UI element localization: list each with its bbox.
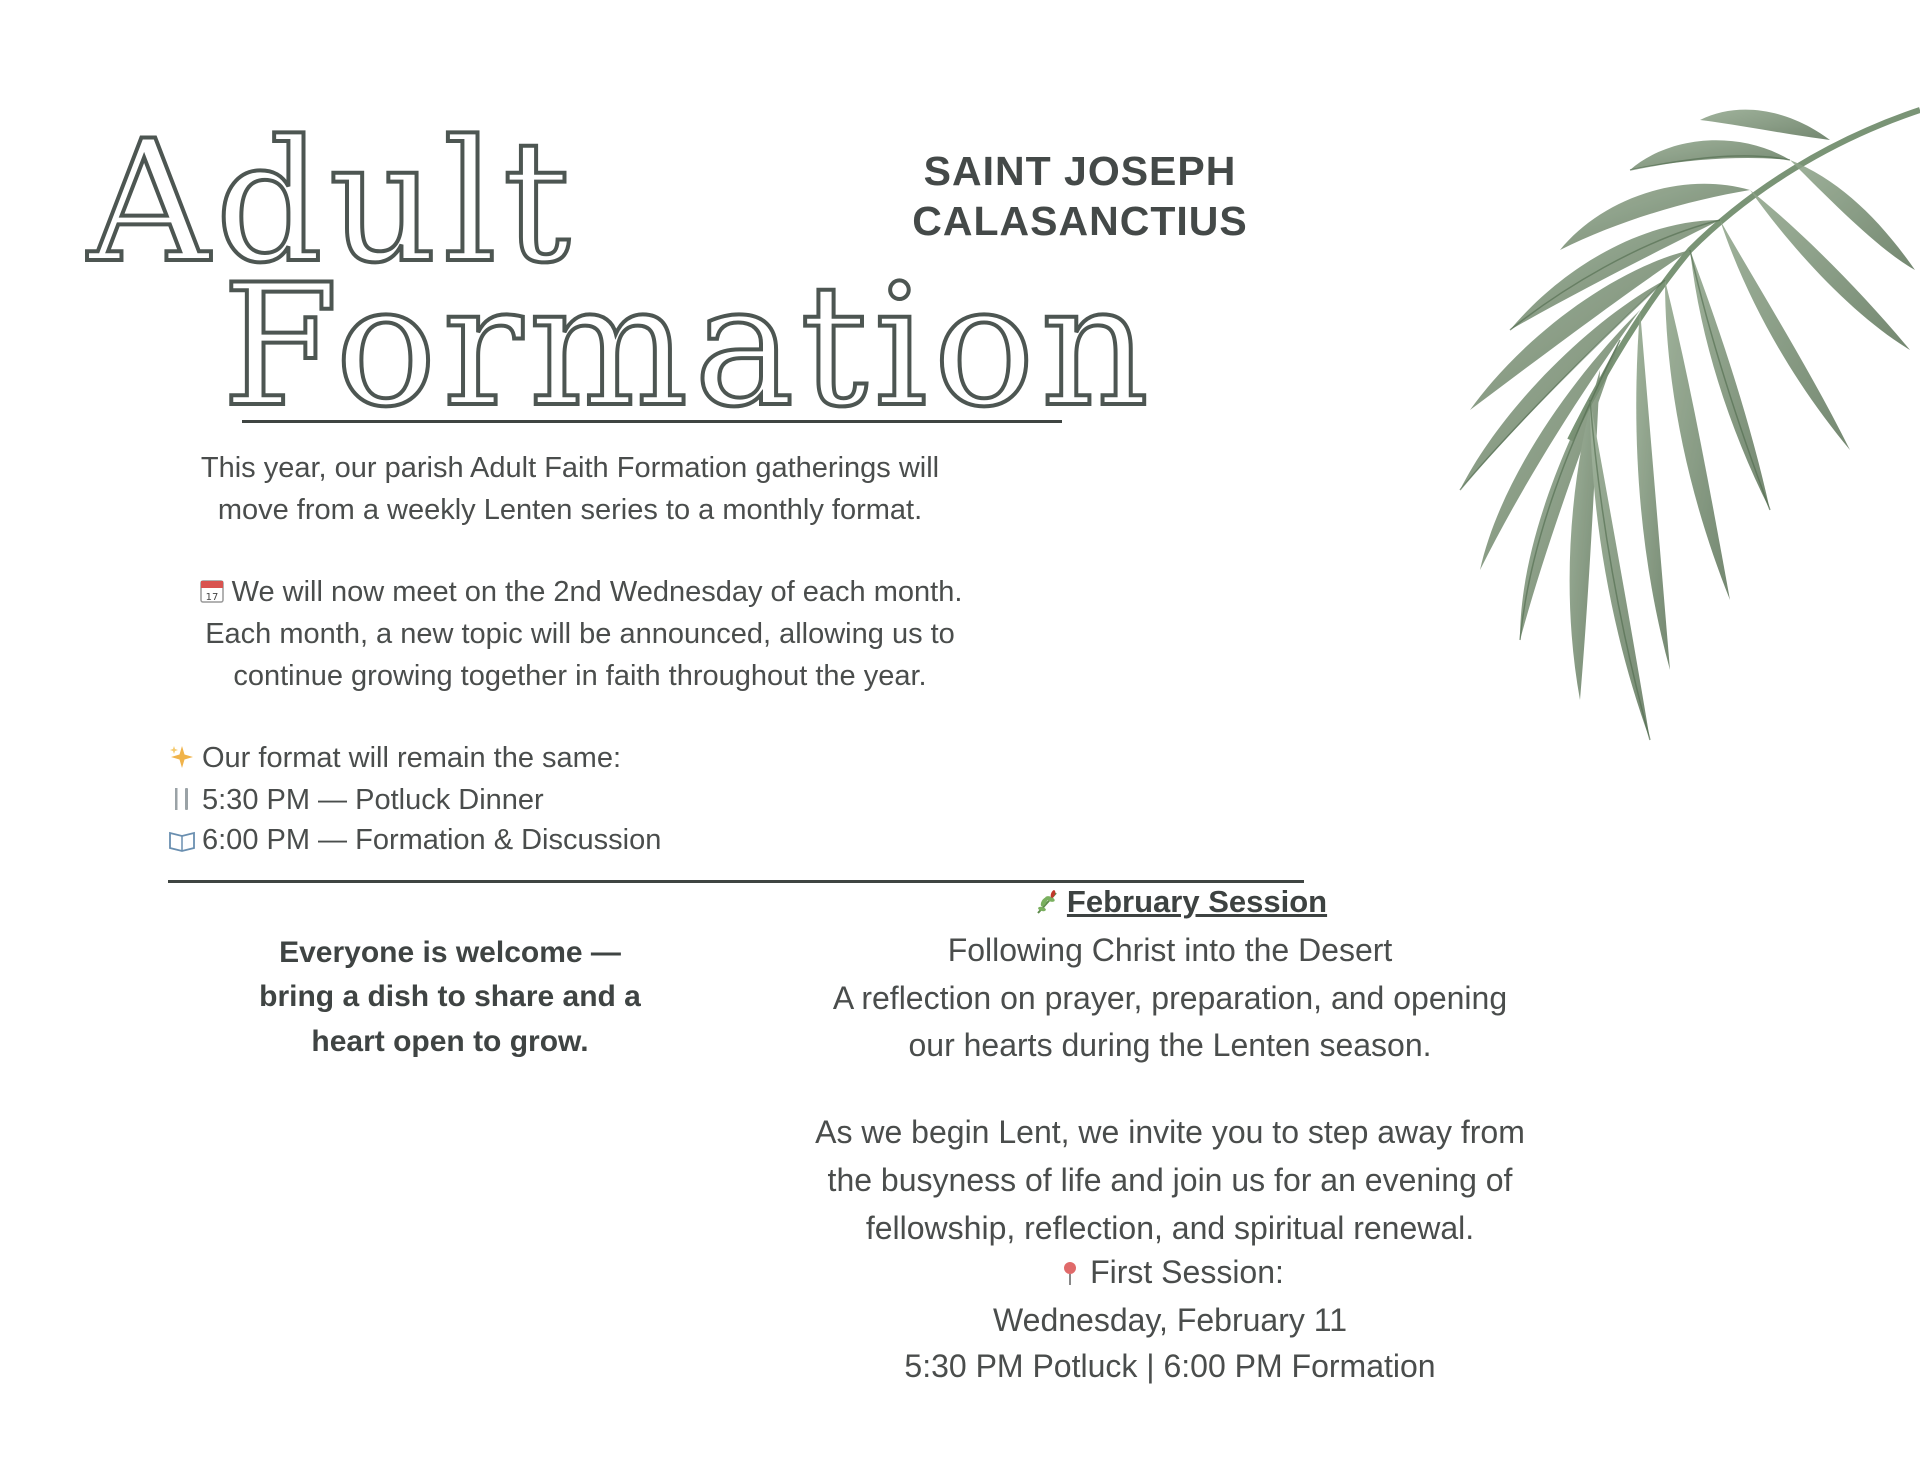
meeting-line-3: continue growing together in faith throughout the year. (233, 660, 927, 692)
invite-line-3: fellowship, reflection, and spiritual renewal. (865, 1210, 1475, 1246)
session-title: Following Christ into the Desert (947, 932, 1393, 968)
title-divider (242, 420, 1062, 423)
first-session-label (720, 1254, 1620, 1291)
open-book-icon (168, 825, 196, 853)
meeting-line-1 (150, 576, 1010, 609)
round-pushpin-icon (1056, 1259, 1084, 1287)
calendar-icon (198, 577, 226, 605)
format-formation (168, 824, 661, 857)
herb-sprig-icon (1033, 888, 1061, 916)
february-session-heading-text: February Session (1066, 884, 1328, 919)
welcome-line-3: heart open to grow. (311, 1025, 589, 1058)
parish-name-line2: CALASANCTIUS (912, 198, 1248, 244)
session-description-line-2: our hearts during the Lenten season. (908, 1027, 1432, 1063)
svg-text:17: 17 (205, 592, 218, 603)
meeting-line-2: Each month, a new topic will be announced, allowing us to (205, 618, 955, 650)
intro-line-1: This year, our parish Adult Faith Formation gatherings will (200, 452, 940, 484)
session-description-line-1: A reflection on prayer, preparation, and opening (832, 980, 1508, 1016)
intro-line-2: move from a weekly Lenten series to a monthly format. (217, 494, 923, 526)
palm-leaf-illustration (1270, 80, 1920, 880)
first-session-time: 5:30 PM Potluck | 6:00 PM Formation (904, 1348, 1436, 1384)
fork-knife-icon (168, 785, 196, 813)
welcome-line-2: bring a dish to share and a (259, 980, 641, 1013)
welcome-line-1: Everyone is welcome — (279, 936, 621, 969)
format-heading (168, 742, 621, 775)
invite-line-2: the busyness of life and join us for an evening of (827, 1162, 1513, 1198)
title-formation: Formation (222, 248, 1155, 444)
section-divider (168, 880, 1304, 883)
format-formation-text: 6:00 PM — Formation & Discussion (202, 824, 662, 856)
format-heading-text: Our format will remain the same: (202, 742, 622, 774)
february-session-heading (900, 884, 1460, 920)
format-dinner-text: 5:30 PM — Potluck Dinner (202, 784, 544, 816)
meeting-line-1-text: We will now meet on the 2nd Wednesday of each month. (231, 576, 963, 608)
format-dinner (168, 784, 544, 817)
sparkles-icon (168, 743, 196, 771)
title-adult: Adult (88, 104, 577, 300)
parish-name-line1: SAINT JOSEPH (923, 148, 1237, 194)
first-session-date: Wednesday, February 11 (993, 1302, 1347, 1338)
first-session-label-text: First Session: (1090, 1254, 1284, 1290)
invite-line-1: As we begin Lent, we invite you to step away from (815, 1114, 1525, 1150)
